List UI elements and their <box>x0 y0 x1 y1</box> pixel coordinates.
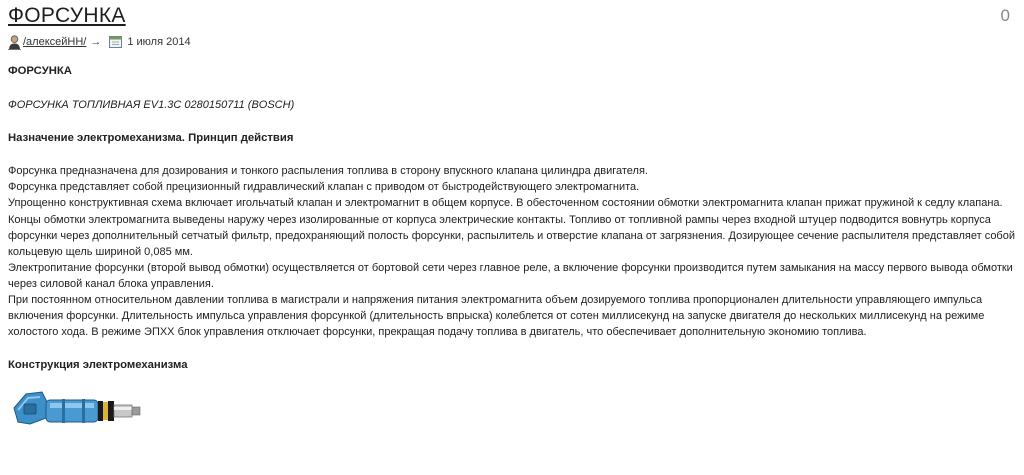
post-title-link[interactable]: ФОРСУНКА <box>8 4 126 27</box>
paragraph: Электропитание форсунки (второй вывод обмотки) осуществляется от бортовой сети через главное реле, а включение форсунки производится путем замыкания на массу первого вывода обмотки через силовой канал блока управления. <box>8 261 1013 290</box>
post-date: 1 июля 2014 <box>127 36 191 48</box>
content-subtitle: ФОРСУНКА ТОПЛИВНАЯ EV1.3C 0280150711 (BOSCH) <box>8 99 295 112</box>
post-meta <box>8 34 191 50</box>
paragraph: Упрощенно конструктивная схема включает игольчатый клапан и электромагнит в общем корпусе. В обесточенном состоянии обмотки электромагнита клапан прижат пружиной к седлу клапана. Концы обмотки электромагнита выведены наружу через изолированные от корпуса электрические контакты. Топливо от топливной рампы через входной штуцер подводится вовнутрь корпуса форсунки через дополнительный сетчатый фильтр, предохраняющий полость форсунки, распылитель и отверстие клапана от загрязнения. Дозирующее сечение распылителя представляет собой кольцевую щель шириной 0,085 мм. <box>8 197 1015 258</box>
author-link[interactable]: /алексейНН/ <box>23 36 87 48</box>
post-content <box>8 60 1020 373</box>
arrow-separator: → <box>90 36 102 48</box>
paragraph: При постоянном относительном давлении топлива в магистрали и напряжения питания электромагнита объем дозируемого топлива пропорционален длительности управляющего импульса включения форсунки. Длительность импульса управления форсункой (длительность впрыска) колеблется от сотен миллисекунд на запуске двигателя до нескольких миллисекунд на режиме холостого хода. В режиме ЭПХХ блок управления отключает форсунки, прекращая подачу топлива в двигатель, что обеспечивает дополнительную экономию топлива. <box>8 294 985 339</box>
calendar-icon <box>109 36 122 48</box>
paragraph: Форсунка предназначена для дозирования и тонкого распыления топлива в сторону впускного клапана цилиндра двигателя. <box>8 165 648 178</box>
content-heading: ФОРСУНКА <box>8 65 72 77</box>
injector-image <box>8 384 148 444</box>
paragraph: Форсунка представляет собой прецизионный гидравлический клапан с приводом от быстродействующего электромагнита. <box>8 181 640 194</box>
section-title-purpose: Назначение электромеханизма. Принцип действия <box>8 132 294 145</box>
section-title-construction: Конструкция электромеханизма <box>8 359 188 372</box>
comment-count[interactable]: 0 <box>1000 6 1010 25</box>
user-icon <box>8 35 21 50</box>
